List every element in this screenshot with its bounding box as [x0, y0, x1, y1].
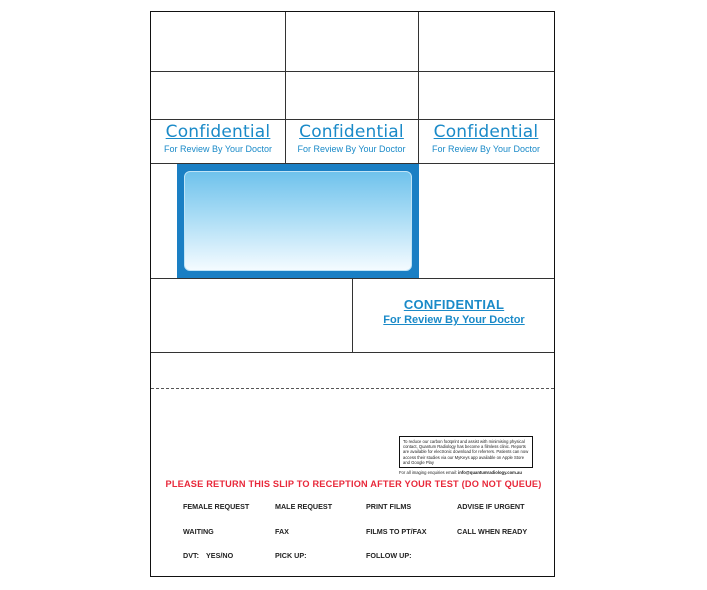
option-advise-if-urgent: ADVISE IF URGENT [457, 502, 525, 511]
envelope-window-pane [184, 171, 412, 271]
confidential-title: Confidential [433, 122, 539, 142]
email-prefix: For all imaging enquiries email: [399, 470, 457, 475]
grid-divider [151, 352, 554, 353]
email-address: info@quantumradiology.com.au [458, 470, 522, 475]
option-call-when-ready: CALL WHEN READY [457, 527, 528, 536]
option-dvt: DVT: [183, 551, 199, 560]
envelope-window [177, 164, 419, 278]
confidential-subtitle: For Review By Your Doctor [431, 144, 541, 154]
option-pick-up: PICK UP: [275, 551, 307, 560]
grid-divider [151, 71, 554, 72]
return-slip-notice: PLEASE RETURN THIS SLIP TO RECEPTION AFTER YOUR TEST (DO NOT QUEUE) [165, 479, 542, 489]
option-male-request: MALE REQUEST [275, 502, 333, 511]
confidential-label [151, 122, 285, 155]
tear-line [151, 388, 554, 389]
confidential-subtitle: For Review By Your Doctor [297, 144, 406, 154]
grid-divider [352, 278, 353, 352]
option-waiting: WAITING [183, 527, 214, 536]
confidential-caps-title: CONFIDENTIAL [403, 297, 505, 312]
confidential-title: Confidential [299, 122, 404, 142]
confidential-subtitle: For Review By Your Doctor [163, 144, 273, 154]
option-films-to-pt-fax: FILMS TO PT/FAX [366, 527, 427, 536]
confidential-label [285, 122, 418, 155]
option-female-request: FEMALE REQUEST [183, 502, 250, 511]
confidential-label [418, 122, 554, 155]
grid-divider [151, 119, 554, 120]
enquiries-email-line [399, 470, 549, 475]
confidential-caps-subtitle: For Review By Your Doctor [383, 314, 525, 326]
option-print-films: PRINT FILMS [366, 502, 412, 511]
filmless-notice: To reduce our carbon footprint and assist with minimising physical contact, Quantum Radiology has become a filmless clinic. Reports are available for electronic download for referrers. Patients can now access their studies via our MyKeys app available on Apple Store and Google Play [399, 436, 533, 468]
option-follow-up: FOLLOW UP: [366, 551, 412, 560]
option-fax: FAX [275, 527, 289, 536]
form-page [150, 11, 555, 577]
option-yes-no: YES/NO [206, 551, 234, 560]
confidential-caps-label [354, 297, 554, 327]
confidential-title: Confidential [165, 122, 271, 142]
